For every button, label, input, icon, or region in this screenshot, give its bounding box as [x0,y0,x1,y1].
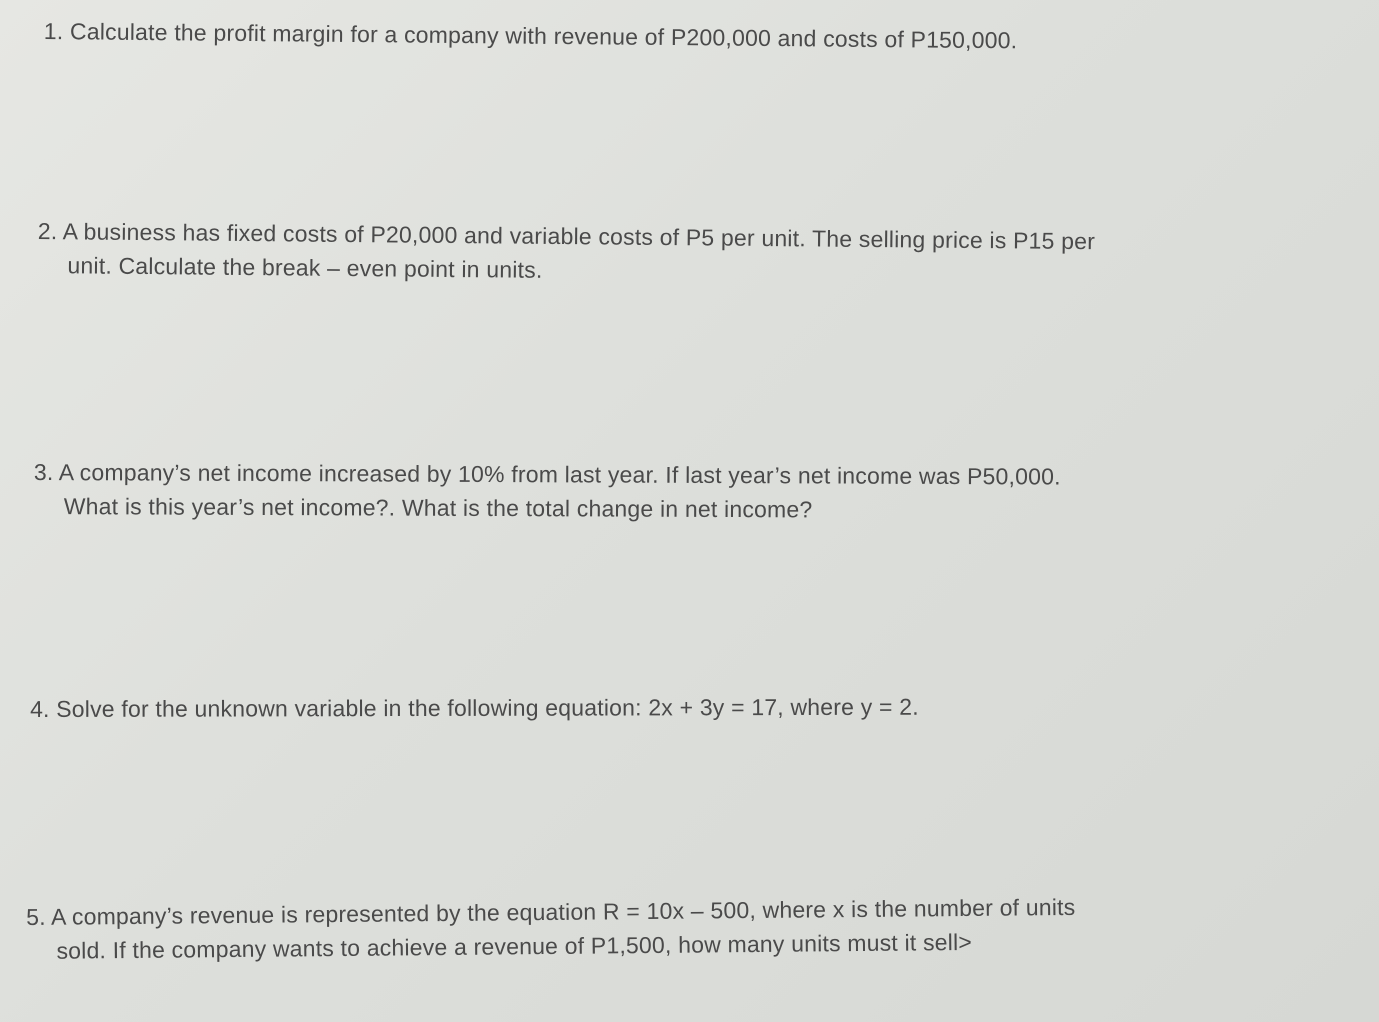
question-5 [26,890,1076,968]
question-3-line-2: What is this year’s net income?. What is the total change in net income? [63,493,813,523]
question-3-line-1: 3. A company’s net income increased by 10% from last year. If last year’s net income was P50,000. [33,458,1061,490]
question-5-line-2: sold. If the company wants to achieve a revenue of P1,500, how many units must it sell> [56,928,973,964]
question-1 [44,14,1018,57]
question-2-line-2: unit. Calculate the break – even point in units. [67,252,543,283]
question-3 [34,455,1061,527]
question-1-line-1: 1. Calculate the profit margin for a company with revenue of P200,000 and costs of P150,000. [43,17,1018,54]
question-5-line-1: 5. A company’s revenue is represented by the equation R = 10x – 500, where x is the number of units [26,893,1076,930]
question-4 [30,690,919,726]
question-4-line-1: 4. Solve for the unknown variable in the following equation: 2x + 3y = 17, where y = 2. [30,693,919,722]
question-2-line-1: 2. A business has fixed costs of P20,000 and variable costs of P5 per unit. The selling price is P15 per [37,217,1096,255]
question-2 [37,214,1095,292]
